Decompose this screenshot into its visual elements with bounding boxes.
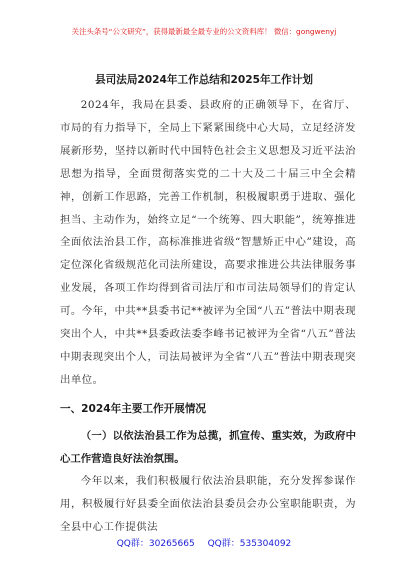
header-banner: 关注头条号“公文研究”，获得最新最全最专业的公文资料库！ 微信：gongwenyj [71,27,337,36]
document-title: 县司法局2024年工作总结和2025年工作计划 [95,74,313,86]
section-heading: 一、2024年主要工作开展情况 [60,403,207,415]
footer-qq-group-2: QQ群：535304092 [207,539,292,549]
body-paragraph: 今年以来，我们积极履行依法治县职能，充分发挥参谋作用，积极履行好县委全面依法治县委员会办公室职能职责，为全县中心工作提供法 [60,475,356,533]
subsection-heading: （一）以依法治县工作为总揽，抓宣传、重实效，为政府中心工作营造良好法治氛围。 [60,430,356,465]
footer-banner [0,536,408,549]
intro-paragraph: 2024年，我局在县委、县政府的正确领导下，在省厅、市局的有力指导下，全局上下紧紧围绕中心大局，立足经济发展新形势，坚持以新时代中国特色社会主义思想及习近平法治思想为指导，全面贯彻落实党的二十大及二十届三中全会精神，创新工作思路，完善工作机制，积极履职勇于进取、强化担当、主动作为，始终立足“一个统筹、四大职能”，统筹推进全面依法治县工作，高标准推进省级“智慧矫正中心”建设，高定位深化省级规范化司法所建设，高要求推进公共法律服务事业发展，各项工作均得到省司法厅和市司法局领导们的肯定认可。今年，中共**县委书记**被评为全国“八五”普法中期表现突出个人，中共**县委政法委李峰书记被评为全省“八五”普法中期表现突出个人，司法局被评为全省“八五”普法中期表现突出单位。 [60,99,356,386]
footer-qq-group-1: QQ群：30265665 [116,539,195,549]
